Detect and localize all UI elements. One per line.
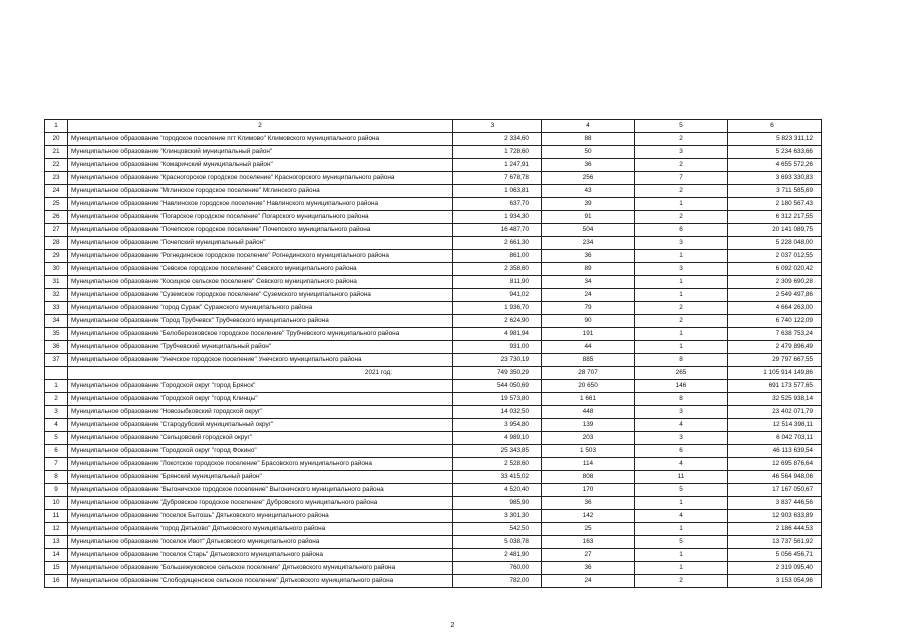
amount-value-cell: 23 402 071,79 — [728, 406, 822, 419]
row-number-cell: 7 — [45, 458, 68, 471]
row-number-cell: 37 — [45, 354, 68, 367]
buildings-count-cell: 1 — [635, 276, 728, 289]
amount-value-cell: 12 695 876,64 — [728, 458, 822, 471]
amount-value-cell: 5 234 633,66 — [728, 146, 822, 159]
area-value-cell: 542,50 — [453, 523, 542, 536]
buildings-count-cell: 6 — [635, 224, 728, 237]
row-number-cell: 5 — [45, 432, 68, 445]
residents-count-cell: 139 — [542, 419, 635, 432]
residents-count-cell: 25 — [542, 523, 635, 536]
municipality-name-cell: Муниципальное образование "Мглинское городское поселение" Мглинского района — [68, 185, 453, 198]
amount-value-cell: 5 228 048,00 — [728, 237, 822, 250]
residents-count-cell: 448 — [542, 406, 635, 419]
municipality-name-cell: Муниципальное образование "Почепское городское поселение" Почепского муниципального района — [68, 224, 453, 237]
row-number-cell: 10 — [45, 497, 68, 510]
residents-count-cell: 43 — [542, 185, 635, 198]
amount-value-cell: 12 514 398,11 — [728, 419, 822, 432]
municipality-name-cell: Муниципальное образование "Брянский муниципальный район" — [68, 471, 453, 484]
table-row — [45, 575, 822, 588]
row-number-cell: 1 — [45, 380, 68, 393]
residents-count-cell: 163 — [542, 536, 635, 549]
residents-count-cell: 256 — [542, 172, 635, 185]
table-row — [45, 172, 822, 185]
area-value-cell: 33 415,02 — [453, 471, 542, 484]
row-number-cell: 33 — [45, 302, 68, 315]
area-value-cell: 5 038,78 — [453, 536, 542, 549]
residents-count-cell: 91 — [542, 211, 635, 224]
table-row — [45, 146, 822, 159]
amount-value-cell: 2 309 690,28 — [728, 276, 822, 289]
table-row — [45, 523, 822, 536]
buildings-count-cell: 1 — [635, 497, 728, 510]
buildings-count-cell: 2 — [635, 185, 728, 198]
municipality-name-cell: Муниципальное образование "Рогнединское городское поселение" Рогнединского муниципального района — [68, 250, 453, 263]
row-number-cell: 13 — [45, 536, 68, 549]
area-value-cell: 941,02 — [453, 289, 542, 302]
residents-count-cell: 24 — [542, 575, 635, 588]
buildings-count-cell: 2 — [635, 315, 728, 328]
area-value-cell: 1 728,60 — [453, 146, 542, 159]
row-number-cell: 6 — [45, 445, 68, 458]
row-number-cell: 28 — [45, 237, 68, 250]
buildings-count-cell: 1 — [635, 328, 728, 341]
table-row — [45, 445, 822, 458]
buildings-count-cell: 11 — [635, 471, 728, 484]
amount-value-cell: 32 525 938,14 — [728, 393, 822, 406]
residents-count-cell: 203 — [542, 432, 635, 445]
residents-count-cell: 191 — [542, 328, 635, 341]
row-number-cell: 30 — [45, 263, 68, 276]
buildings-count-cell: 7 — [635, 172, 728, 185]
residents-count-cell: 88 — [542, 133, 635, 146]
municipality-name-cell: Муниципальное образование "Севское городское поселение" Севского муниципального района — [68, 263, 453, 276]
municipality-name-cell: Муниципальное образование "Слободищенское сельское поселение" Дятьковского муниципального района — [68, 575, 453, 588]
buildings-count-cell: 5 — [635, 536, 728, 549]
table-row — [45, 302, 822, 315]
row-number-cell: 8 — [45, 471, 68, 484]
buildings-count-cell: 1 — [635, 549, 728, 562]
area-value-cell: 2 528,60 — [453, 458, 542, 471]
amount-value-cell: 7 638 753,24 — [728, 328, 822, 341]
row-number-cell: 1 — [45, 120, 68, 133]
row-number-cell: 12 — [45, 523, 68, 536]
amount-value-cell: 29 797 667,55 — [728, 354, 822, 367]
residents-count-cell: 142 — [542, 510, 635, 523]
amount-value-cell: 1 105 914 149,86 — [728, 367, 822, 380]
data-table — [44, 119, 822, 588]
table-row — [45, 419, 822, 432]
municipality-name-cell: Муниципальное образование "Большежуковское сельское поселение" Дятьковского муниципального района — [68, 562, 453, 575]
buildings-count-cell: 2 — [635, 302, 728, 315]
table-row — [45, 328, 822, 341]
table-row — [45, 393, 822, 406]
buildings-count-cell: 3 — [635, 237, 728, 250]
area-value-cell: 2 624,90 — [453, 315, 542, 328]
table-row — [45, 458, 822, 471]
table-body — [45, 120, 822, 588]
municipality-name-cell: Муниципальное образование "Почепский муниципальный район" — [68, 237, 453, 250]
table-row — [45, 250, 822, 263]
buildings-count-cell: 3 — [635, 146, 728, 159]
municipality-name-cell: Муниципальное образование "город Дятьково" Дятьковского муниципального района — [68, 523, 453, 536]
row-number-cell: 34 — [45, 315, 68, 328]
buildings-count-cell: 5 — [635, 120, 728, 133]
residents-count-cell: 89 — [542, 263, 635, 276]
amount-value-cell: 2 180 567,43 — [728, 198, 822, 211]
amount-value-cell: 2 319 095,40 — [728, 562, 822, 575]
municipality-name-cell: Муниципальное образование "Локотское городское поселение" Брасовского муниципального района — [68, 458, 453, 471]
area-value-cell: 2 334,60 — [453, 133, 542, 146]
table-header-row — [45, 120, 822, 133]
area-value-cell: 811,90 — [453, 276, 542, 289]
row-number-cell: 16 — [45, 575, 68, 588]
amount-value-cell: 5 056 456,71 — [728, 549, 822, 562]
amount-value-cell: 3 153 054,96 — [728, 575, 822, 588]
residents-count-cell: 36 — [542, 562, 635, 575]
row-number-cell: 23 — [45, 172, 68, 185]
municipality-name-cell: Муниципальное образование "Красногорское городское поселение" Красногорского муниципального района — [68, 172, 453, 185]
table-row — [45, 380, 822, 393]
residents-count-cell: 27 — [542, 549, 635, 562]
row-number-cell: 22 — [45, 159, 68, 172]
municipality-name-cell: Муниципальное образование "Клинцовский муниципальный район" — [68, 146, 453, 159]
table-row — [45, 224, 822, 237]
buildings-count-cell: 1 — [635, 198, 728, 211]
row-number-cell: 2 — [45, 393, 68, 406]
buildings-count-cell: 5 — [635, 484, 728, 497]
row-number-cell: 31 — [45, 276, 68, 289]
residents-count-cell: 36 — [542, 250, 635, 263]
residents-count-cell: 808 — [542, 471, 635, 484]
buildings-count-cell: 1 — [635, 341, 728, 354]
amount-value-cell: 6 — [728, 120, 822, 133]
area-value-cell: 749 350,29 — [453, 367, 542, 380]
buildings-count-cell: 4 — [635, 419, 728, 432]
residents-count-cell: 44 — [542, 341, 635, 354]
residents-count-cell: 36 — [542, 159, 635, 172]
amount-value-cell: 12 903 633,89 — [728, 510, 822, 523]
amount-value-cell: 2 479 896,49 — [728, 341, 822, 354]
municipality-name-cell: Муниципальное образование "Новозыбковский городской округ" — [68, 406, 453, 419]
area-value-cell: 2 661,30 — [453, 237, 542, 250]
buildings-count-cell: 4 — [635, 510, 728, 523]
row-number-cell: 15 — [45, 562, 68, 575]
row-number-cell: 20 — [45, 133, 68, 146]
row-number-cell: 3 — [45, 406, 68, 419]
buildings-count-cell: 265 — [635, 367, 728, 380]
area-value-cell: 3 — [453, 120, 542, 133]
residents-count-cell: 28 707 — [542, 367, 635, 380]
table-row — [45, 471, 822, 484]
buildings-count-cell: 6 — [635, 445, 728, 458]
amount-value-cell: 3 711 585,69 — [728, 185, 822, 198]
area-value-cell: 19 573,80 — [453, 393, 542, 406]
table-row — [45, 549, 822, 562]
buildings-count-cell: 8 — [635, 354, 728, 367]
municipality-name-cell: Муниципальное образование "Комаричский муниципальный район" — [68, 159, 453, 172]
table-row — [45, 237, 822, 250]
row-number-cell: 36 — [45, 341, 68, 354]
buildings-count-cell: 2 — [635, 133, 728, 146]
area-value-cell: 2 358,60 — [453, 263, 542, 276]
area-value-cell: 1 934,30 — [453, 211, 542, 224]
buildings-count-cell: 1 — [635, 289, 728, 302]
table-row — [45, 484, 822, 497]
municipality-name-cell: Муниципальное образование "Городской округ "город Клинцы" — [68, 393, 453, 406]
row-number-cell: 35 — [45, 328, 68, 341]
residents-count-cell: 79 — [542, 302, 635, 315]
area-value-cell: 985,90 — [453, 497, 542, 510]
table-row — [45, 289, 822, 302]
buildings-count-cell: 4 — [635, 458, 728, 471]
area-value-cell: 4 520,40 — [453, 484, 542, 497]
row-number-cell: 4 — [45, 419, 68, 432]
area-value-cell: 861,00 — [453, 250, 542, 263]
amount-value-cell: 4 664 263,00 — [728, 302, 822, 315]
amount-value-cell: 6 740 122,09 — [728, 315, 822, 328]
municipality-name-cell: Муниципальное образование "Унечское городское поселение" Унечского муниципального района — [68, 354, 453, 367]
residents-count-cell: 50 — [542, 146, 635, 159]
area-value-cell: 3 954,80 — [453, 419, 542, 432]
municipality-name-cell: Муниципальное образование "Стародубский муниципальный округ" — [68, 419, 453, 432]
area-value-cell: 1 247,91 — [453, 159, 542, 172]
amount-value-cell: 20 141 089,75 — [728, 224, 822, 237]
residents-count-cell: 1 661 — [542, 393, 635, 406]
table-row — [45, 263, 822, 276]
row-number-cell: 27 — [45, 224, 68, 237]
row-number-cell: 24 — [45, 185, 68, 198]
amount-value-cell: 3 693 330,83 — [728, 172, 822, 185]
residents-count-cell: 24 — [542, 289, 635, 302]
residents-count-cell: 1 503 — [542, 445, 635, 458]
area-value-cell: 637,70 — [453, 198, 542, 211]
area-value-cell: 544 050,69 — [453, 380, 542, 393]
table-row — [45, 497, 822, 510]
municipality-name-cell: Муниципальное образование "Суземское городское поселение" Суземского муниципального района — [68, 289, 453, 302]
residents-count-cell: 39 — [542, 198, 635, 211]
amount-value-cell: 6 312 217,55 — [728, 211, 822, 224]
residents-count-cell: 885 — [542, 354, 635, 367]
residents-count-cell: 114 — [542, 458, 635, 471]
table-row — [45, 536, 822, 549]
table-row — [45, 406, 822, 419]
buildings-count-cell: 2 — [635, 575, 728, 588]
municipality-name-cell: Муниципальное образование "Выгоничское городское поселение" Выгоничского муниципального района — [68, 484, 453, 497]
buildings-count-cell: 1 — [635, 523, 728, 536]
municipality-name-cell: Муниципальное образование "Навлинское городское поселение" Навлинского муниципального района — [68, 198, 453, 211]
table-row — [45, 432, 822, 445]
residents-count-cell: 504 — [542, 224, 635, 237]
buildings-count-cell: 3 — [635, 406, 728, 419]
table-row — [45, 276, 822, 289]
amount-value-cell: 2 037 012,55 — [728, 250, 822, 263]
area-value-cell: 931,00 — [453, 341, 542, 354]
buildings-count-cell: 3 — [635, 263, 728, 276]
amount-value-cell: 5 823 311,12 — [728, 133, 822, 146]
table-row — [45, 198, 822, 211]
table-row — [45, 341, 822, 354]
amount-value-cell: 6 042 703,11 — [728, 432, 822, 445]
buildings-count-cell: 2 — [635, 211, 728, 224]
table-row — [45, 354, 822, 367]
buildings-count-cell: 1 — [635, 562, 728, 575]
municipality-name-cell: Муниципальное образование "Город Трубчевск" Трубчевского муниципального района — [68, 315, 453, 328]
table-row — [45, 133, 822, 146]
page-number: 2 — [450, 622, 455, 629]
area-value-cell: 14 032,50 — [453, 406, 542, 419]
amount-value-cell: 13 737 561,92 — [728, 536, 822, 549]
area-value-cell: 760,00 — [453, 562, 542, 575]
municipality-name-cell: Муниципальное образование "Трубчевский муниципальный район" — [68, 341, 453, 354]
amount-value-cell: 6 092 020,42 — [728, 263, 822, 276]
table-row — [45, 185, 822, 198]
municipality-name-cell: Муниципальное образование "поселок Бытошь" Дятьковского муниципального района — [68, 510, 453, 523]
area-value-cell: 1 936,70 — [453, 302, 542, 315]
area-value-cell: 4 981,94 — [453, 328, 542, 341]
area-value-cell: 7 678,78 — [453, 172, 542, 185]
table-row — [45, 562, 822, 575]
municipality-name-cell: Муниципальное образование "город Сураж" Суражского муниципального района — [68, 302, 453, 315]
municipality-name-cell: 2021 год: — [68, 367, 453, 380]
row-number-cell: 21 — [45, 146, 68, 159]
municipality-name-cell: Муниципальное образование "Белоберезковское городское поселение" Трубчевского муниципального района — [68, 328, 453, 341]
residents-count-cell: 20 650 — [542, 380, 635, 393]
municipality-name-cell: Муниципальное образование "поселок Старь" Дятьковского муниципального района — [68, 549, 453, 562]
buildings-count-cell: 8 — [635, 393, 728, 406]
municipality-name-cell: Муниципальное образование "Городской округ "город Брянск" — [68, 380, 453, 393]
buildings-count-cell: 2 — [635, 159, 728, 172]
area-value-cell: 2 481,90 — [453, 549, 542, 562]
amount-value-cell: 46 564 948,06 — [728, 471, 822, 484]
table-row — [45, 315, 822, 328]
municipality-name-cell: Муниципальное образование "Сельцовский городской округ" — [68, 432, 453, 445]
row-number-cell: 9 — [45, 484, 68, 497]
residents-count-cell: 4 — [542, 120, 635, 133]
residents-count-cell: 90 — [542, 315, 635, 328]
municipality-name-cell: Муниципальное образование "Дубровское городское поселение" Дубровского муниципального района — [68, 497, 453, 510]
amount-value-cell: 691 173 577,65 — [728, 380, 822, 393]
row-number-cell: 14 — [45, 549, 68, 562]
municipality-name-cell: Муниципальное образование "Погарское городское поселение" Погарского муниципального района — [68, 211, 453, 224]
subtotal-row — [45, 367, 822, 380]
row-number-cell: 32 — [45, 289, 68, 302]
residents-count-cell: 34 — [542, 276, 635, 289]
municipality-name-cell: Муниципальное образование "городское поселение пгт Климово" Климовского муниципального района — [68, 133, 453, 146]
residents-count-cell: 36 — [542, 497, 635, 510]
buildings-count-cell: 146 — [635, 380, 728, 393]
row-number-cell: 11 — [45, 510, 68, 523]
row-number-cell — [45, 367, 68, 380]
area-value-cell: 782,00 — [453, 575, 542, 588]
table-row — [45, 211, 822, 224]
area-value-cell: 16 487,70 — [453, 224, 542, 237]
table-row — [45, 159, 822, 172]
area-value-cell: 23 730,19 — [453, 354, 542, 367]
row-number-cell: 25 — [45, 198, 68, 211]
amount-value-cell: 3 837 446,56 — [728, 497, 822, 510]
amount-value-cell: 17 167 050,67 — [728, 484, 822, 497]
buildings-count-cell: 1 — [635, 250, 728, 263]
area-value-cell: 1 063,81 — [453, 185, 542, 198]
municipality-name-cell: Муниципальное образование "Городской округ "город Фокино" — [68, 445, 453, 458]
amount-value-cell: 2 186 444,53 — [728, 523, 822, 536]
area-value-cell: 25 343,85 — [453, 445, 542, 458]
residents-count-cell: 170 — [542, 484, 635, 497]
municipality-name-cell: Муниципальное образование "Косицкое сельское поселение" Севского муниципального района — [68, 276, 453, 289]
municipality-name-cell: 2 — [68, 120, 453, 133]
area-value-cell: 3 301,30 — [453, 510, 542, 523]
residents-count-cell: 234 — [542, 237, 635, 250]
amount-value-cell: 2 549 497,86 — [728, 289, 822, 302]
table-row — [45, 510, 822, 523]
amount-value-cell: 46 113 639,54 — [728, 445, 822, 458]
amount-value-cell: 4 655 572,26 — [728, 159, 822, 172]
row-number-cell: 26 — [45, 211, 68, 224]
row-number-cell: 29 — [45, 250, 68, 263]
buildings-count-cell: 3 — [635, 432, 728, 445]
area-value-cell: 4 989,10 — [453, 432, 542, 445]
municipality-name-cell: Муниципальное образование "поселок Ивот" Дятьковского муниципального района — [68, 536, 453, 549]
